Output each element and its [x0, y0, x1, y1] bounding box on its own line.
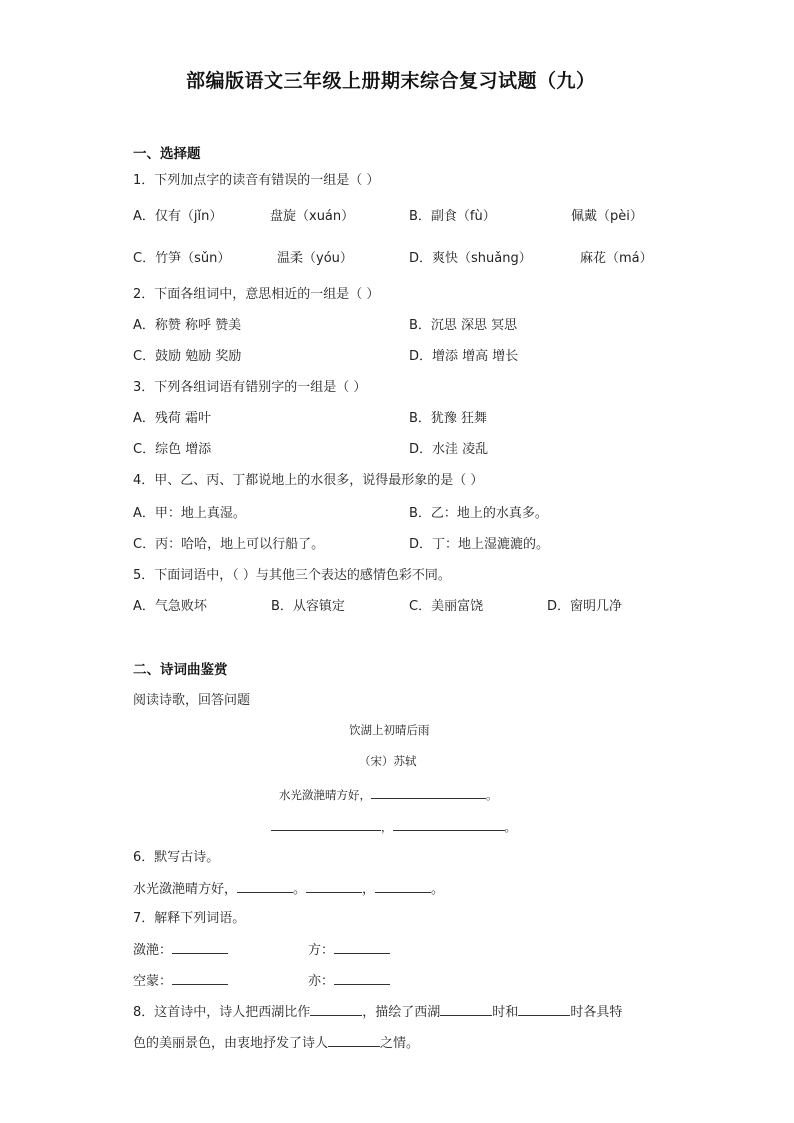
question-6-line — [133, 882, 444, 896]
q4-option-a: A．甲：地上真湿。 — [133, 506, 246, 521]
q1-option-a2: 盘旋（xuán） — [270, 209, 355, 224]
section-heading-poetry: 二、诗词曲鉴赏 — [133, 662, 228, 678]
q4-option-d: D．丁：地上湿漉漉的。 — [409, 537, 550, 552]
q3-option-b: B．犹豫 狂舞 — [409, 411, 488, 426]
question-8-line-1 — [133, 1005, 622, 1019]
q4-option-b: B．乙：地上的水真多。 — [409, 506, 548, 521]
q3-option-a: A．残荷 霜叶 — [133, 411, 212, 426]
q7-blank-3[interactable] — [172, 974, 228, 985]
q6-blank-1[interactable] — [237, 882, 293, 893]
question-6-stem: 6．默写古诗。 — [133, 850, 220, 865]
poem-line-1-text: 水光潋滟晴方好， — [279, 788, 371, 802]
q5-option-d: D．窗明几净 — [547, 599, 623, 614]
q6-punct-1: 。 — [293, 882, 307, 897]
section-heading-choice: 一、选择题 — [133, 146, 201, 162]
question-3-stem: 3．下列各组词语有错别字的一组是（ ） — [133, 380, 367, 395]
q7-word-2: 方： — [308, 943, 335, 958]
q5-option-a: A．气急败坏 — [133, 599, 207, 614]
q1-option-d: D．爽快（shuǎng） — [409, 251, 532, 266]
poem-blank-2 — [271, 820, 381, 831]
q1-option-b2: 佩戴（pèi） — [571, 209, 643, 224]
q8-blank-1[interactable] — [310, 1005, 362, 1016]
q2-option-a: A．称赞 称呼 赞美 — [133, 318, 242, 333]
q8-text-b: ，描绘了西湖 — [362, 1005, 441, 1020]
poem-line-2-comma: ， — [381, 820, 393, 834]
q8-blank-3[interactable] — [518, 1005, 570, 1016]
question-2-stem: 2．下面各组词中，意思相近的一组是（ ） — [133, 287, 380, 302]
q8-text-e: 色的美丽景色，由衷地抒发了诗人 — [133, 1036, 329, 1051]
q6-line-text: 水光潋滟晴方好， — [133, 882, 238, 897]
q8-text-c: 时和 — [492, 1005, 519, 1020]
q7-word-1: 潋滟： — [133, 943, 173, 958]
q2-option-b: B．沉思 深思 冥思 — [409, 318, 518, 333]
q2-option-d: D．增添 增高 增长 — [409, 349, 519, 364]
poem-line-1 — [279, 788, 498, 802]
poem-title: 饮湖上初晴后雨 — [349, 723, 430, 737]
q7-blank-4[interactable] — [334, 974, 390, 985]
q1-option-b: B．副食（fù） — [409, 209, 496, 224]
q7-item-2 — [308, 943, 390, 957]
q1-option-d2: 麻花（má） — [580, 251, 653, 266]
poem-blank-3 — [393, 820, 505, 831]
q3-option-d: D．水洼 凌乱 — [409, 442, 489, 457]
q6-punct-3: 。 — [431, 882, 445, 897]
question-4-stem: 4．甲、乙、丙、丁都说地上的水很多，说得最形象的是（ ） — [133, 473, 484, 488]
q7-item-1 — [133, 943, 228, 957]
q1-option-c2: 温柔（yóu） — [277, 251, 353, 266]
q7-blank-1[interactable] — [172, 943, 228, 954]
q8-text-a: 8．这首诗中，诗人把西湖比作 — [133, 1005, 311, 1020]
page-title: 部编版语文三年级上册期末综合复习试题（九） — [186, 70, 596, 92]
question-8-line-2 — [133, 1036, 419, 1050]
poem-line-2 — [271, 820, 516, 834]
q7-word-3: 空蒙： — [133, 974, 173, 989]
q6-punct-2: ， — [362, 882, 376, 897]
q8-blank-4[interactable] — [328, 1036, 380, 1047]
poem-line-1-end: 。 — [486, 788, 498, 802]
q8-text-d: 时各具特 — [570, 1005, 623, 1020]
q7-blank-2[interactable] — [334, 943, 390, 954]
q7-item-4 — [308, 974, 390, 988]
q1-option-a: A．仅有（jǐn） — [133, 209, 223, 224]
q7-word-4: 亦： — [308, 974, 335, 989]
reading-instruction: 阅读诗歌，回答问题 — [133, 693, 251, 708]
q3-option-c: C．综色 增添 — [133, 442, 212, 457]
poem-blank-1 — [371, 788, 486, 799]
q4-option-c: C．丙：哈哈，地上可以行船了。 — [133, 537, 325, 552]
q5-option-c: C．美丽富饶 — [409, 599, 484, 614]
q6-blank-2[interactable] — [306, 882, 362, 893]
q2-option-c: C．鼓励 勉励 奖励 — [133, 349, 242, 364]
q8-blank-2[interactable] — [440, 1005, 492, 1016]
poem-author: （宋）苏轼 — [359, 754, 417, 768]
poem-line-2-end: 。 — [504, 820, 516, 834]
q7-item-3 — [133, 974, 228, 988]
q1-option-c: C．竹笋（sǔn） — [133, 251, 231, 266]
question-1-stem: 1．下列加点字的读音有错误的一组是（ ） — [133, 173, 380, 188]
q5-option-b: B．从容镇定 — [271, 599, 345, 614]
q6-blank-3[interactable] — [375, 882, 431, 893]
q8-text-f: 之情。 — [380, 1036, 420, 1051]
question-7-stem: 7．解释下列词语。 — [133, 911, 246, 926]
question-5-stem: 5．下面词语中，（ ）与其他三个表达的感情色彩不同。 — [133, 568, 451, 583]
